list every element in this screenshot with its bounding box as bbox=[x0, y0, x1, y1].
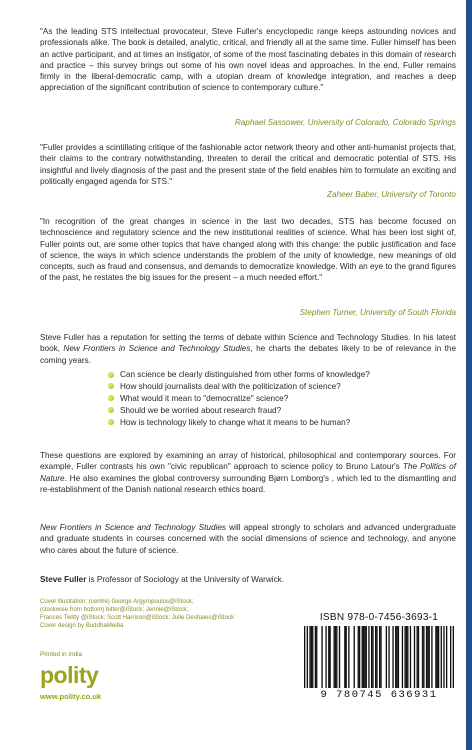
bullet-icon bbox=[108, 419, 114, 425]
barcode-bar bbox=[307, 626, 308, 688]
barcode-bar bbox=[304, 626, 305, 688]
barcode-bar bbox=[336, 626, 337, 688]
barcode-bar bbox=[395, 626, 396, 688]
review-quote: "In recognition of the great changes in science in the last two decades, STS has become focused on technoscience and regulatory science and the new institutional realities of science. What has been lost sight of, Fuller points out, are some other topics that have changed along with this change: the public justification and face of science, the ways in which science understands the problem of the unity of knowledge, new meanings of old concepts, such as fraud and consensus, and demands to democratize knowledge. With an eye to the grand figures of the past, he restates the big issues for the present – a much needed effort." bbox=[40, 217, 456, 283]
publisher-logo: polity bbox=[40, 662, 99, 688]
book-title: New Frontiers in Science and Technology Studies bbox=[40, 523, 226, 532]
barcode-bar bbox=[435, 626, 436, 688]
barcode-bar bbox=[312, 626, 313, 688]
barcode-bar bbox=[398, 626, 399, 688]
appeal-paragraph bbox=[40, 522, 456, 556]
question-text: What would it mean to "democratize" science? bbox=[120, 393, 289, 403]
barcode-bar bbox=[348, 626, 349, 688]
barcode-bar bbox=[333, 626, 334, 688]
book-title: New Frontiers in Science and Technology Studies bbox=[63, 344, 251, 354]
list-item bbox=[108, 405, 438, 417]
author-name: Steve Fuller bbox=[40, 575, 87, 584]
publisher-url: www.polity.co.uk bbox=[40, 692, 102, 701]
bullet-icon bbox=[108, 372, 114, 378]
barcode-bar bbox=[446, 626, 447, 688]
barcode-bar bbox=[359, 626, 360, 688]
list-item bbox=[108, 417, 438, 429]
barcode-bar bbox=[328, 626, 329, 688]
barcode-bar bbox=[431, 626, 432, 688]
barcode-bar bbox=[410, 626, 411, 688]
barcode-bar bbox=[363, 626, 364, 688]
printed-in: Printed in India bbox=[40, 651, 83, 658]
barcode-bar bbox=[406, 626, 407, 688]
review-attribution: Raphael Sassower, University of Colorado, Colorado Springs bbox=[234, 118, 456, 127]
barcode-bar bbox=[404, 626, 405, 688]
barcode-bar bbox=[450, 626, 451, 688]
barcode-bar bbox=[372, 626, 373, 688]
credit-line: Frances Twitty @iStock; Scott Harrison@iStock; Julie Deshaies@iStock bbox=[40, 614, 235, 621]
barcode-bar bbox=[325, 626, 326, 688]
sources-text: These questions are explored by examining an array of historical, philosophical and contemporary sources. For example, Fuller contrasts his own "civic republican" approach to science policy to Bruno Latour's bbox=[40, 451, 456, 472]
author-bio-text: is Professor of Sociology at the University of Warwick. bbox=[86, 575, 285, 584]
barcode-bar bbox=[443, 626, 444, 688]
review-3 bbox=[40, 216, 456, 284]
barcode bbox=[302, 612, 456, 701]
barcode-bar bbox=[315, 626, 316, 688]
barcode-bar bbox=[441, 626, 442, 688]
barcode-bar bbox=[418, 626, 419, 688]
cover-credits bbox=[40, 598, 290, 630]
author-bio bbox=[40, 574, 456, 585]
sources-text: . He also examines the global controversy surrounding Bjørn Lomborg's bbox=[64, 473, 332, 483]
barcode-bar bbox=[376, 626, 377, 688]
barcode-bar bbox=[379, 626, 380, 688]
barcode-bar bbox=[437, 626, 438, 688]
barcode-bar bbox=[402, 626, 403, 688]
question-text: Can science be clearly distinguished from other forms of knowledge? bbox=[120, 370, 370, 379]
barcode-bar bbox=[321, 626, 322, 688]
list-item bbox=[108, 393, 438, 405]
barcode-bar bbox=[388, 626, 389, 688]
barcode-bar bbox=[362, 626, 363, 688]
barcode-bar bbox=[427, 626, 428, 688]
bullet-icon bbox=[108, 383, 114, 389]
barcode-bar bbox=[380, 626, 381, 688]
barcode-bar bbox=[316, 626, 317, 688]
review-attribution: Zaheer Baber, University of Toronto bbox=[327, 190, 456, 199]
barcode-bar bbox=[417, 626, 418, 688]
barcode-bar bbox=[438, 626, 439, 688]
barcode-bar bbox=[375, 626, 376, 688]
barcode-bar bbox=[366, 626, 367, 688]
question-text: How should journalists deal with the politicization of science? bbox=[120, 381, 341, 391]
sources-paragraph bbox=[40, 450, 456, 495]
barcode-bar bbox=[407, 626, 408, 688]
barcode-bar bbox=[396, 626, 397, 688]
work-title: The Politics of Nature bbox=[40, 462, 457, 483]
bullet-icon bbox=[108, 407, 114, 413]
barcode-bar bbox=[311, 626, 312, 688]
sources-text: , which led to the dismantling and re-establishment of the Danish national research ethics board. bbox=[40, 473, 456, 494]
barcode-bar bbox=[368, 626, 369, 688]
barcode-bar bbox=[346, 626, 347, 688]
barcode-bar bbox=[453, 626, 454, 688]
barcode-bar bbox=[386, 626, 387, 688]
barcode-bar bbox=[364, 626, 365, 688]
spine-edge bbox=[466, 0, 472, 750]
review-quote: "As the leading STS intellectual provocateur, Steve Fuller's encyclopedic range keeps astounding novices and professionals alike. The book is detailed, analytic, critical, and friendly all at the same time. Fuller himself has been an active participant, and at times an instigator, of some of the most fascinating debates in this domain of research and practice – this survey brings out some of his own novel ideas and approaches. In the end, Fuller remains firmly in the liberal-democratic camp, with a utopian dream of knowledge integration, and reaches a deep appreciation of the significant contribution of science to contemporary culture." bbox=[40, 27, 456, 93]
credit-line: Cover illustration: (centre) George Argyropoulos@iStock; bbox=[40, 598, 194, 605]
intro-text: Steve Fuller has a reputation for setting the terms of debate within Science and Technology Studies. In his latest book, bbox=[40, 333, 456, 354]
barcode-bar bbox=[392, 626, 393, 688]
credit-line: Cover design by BuddhaMedia bbox=[40, 622, 124, 629]
barcode-bar bbox=[329, 626, 330, 688]
barcode-bar bbox=[354, 626, 355, 688]
list-item bbox=[108, 381, 438, 393]
isbn-number: ISBN 978-0-7456-3693-1 bbox=[319, 612, 439, 623]
barcode-bar bbox=[358, 626, 359, 688]
review-1 bbox=[40, 26, 456, 94]
barcode-bar bbox=[339, 626, 340, 688]
barcode-bars bbox=[304, 626, 454, 688]
review-2 bbox=[40, 142, 456, 187]
credit-line: (clockwise from bottom) bitter@iStock; Jennie@iStock; bbox=[40, 606, 189, 613]
barcode-bar bbox=[429, 626, 430, 688]
list-item bbox=[108, 369, 438, 381]
barcode-bar bbox=[371, 626, 372, 688]
question-text: How is technology likely to change what it means to be human? bbox=[120, 417, 351, 427]
intro-text: , he charts the debates likely to be of relevance in the coming years. bbox=[40, 344, 456, 365]
intro-paragraph bbox=[40, 332, 456, 366]
review-attribution: Stephen Turner, University of South Florida bbox=[299, 308, 456, 317]
barcode-bar bbox=[423, 626, 424, 688]
review-quote: "Fuller provides a scintillating critique of the fashionable actor network theory and other anti-humanist projects that, their claims to the contrary notwithstanding, threaten to derail the critical and democratic potential of STS. His insightful and lively diagnosis of the past and the present state of the field enables him to formulate an exciting and politically engaged agenda for STS." bbox=[40, 143, 456, 186]
question-list bbox=[108, 369, 438, 429]
barcode-bar bbox=[426, 626, 427, 688]
appeal-text: will appeal strongly to scholars and advanced undergraduate and graduate students in courses concerned with the social dimensions of science and technology, and anyone who cares about the future of science. bbox=[40, 523, 456, 555]
barcode-digits: 9 780745 636931 bbox=[320, 689, 438, 701]
bullet-icon bbox=[108, 395, 114, 401]
barcode-bar bbox=[309, 626, 310, 688]
barcode-bar bbox=[335, 626, 336, 688]
barcode-bar bbox=[422, 626, 423, 688]
question-text: Should we be worried about research fraud? bbox=[120, 405, 282, 415]
barcode-bar bbox=[414, 626, 415, 688]
barcode-bar bbox=[344, 626, 345, 688]
